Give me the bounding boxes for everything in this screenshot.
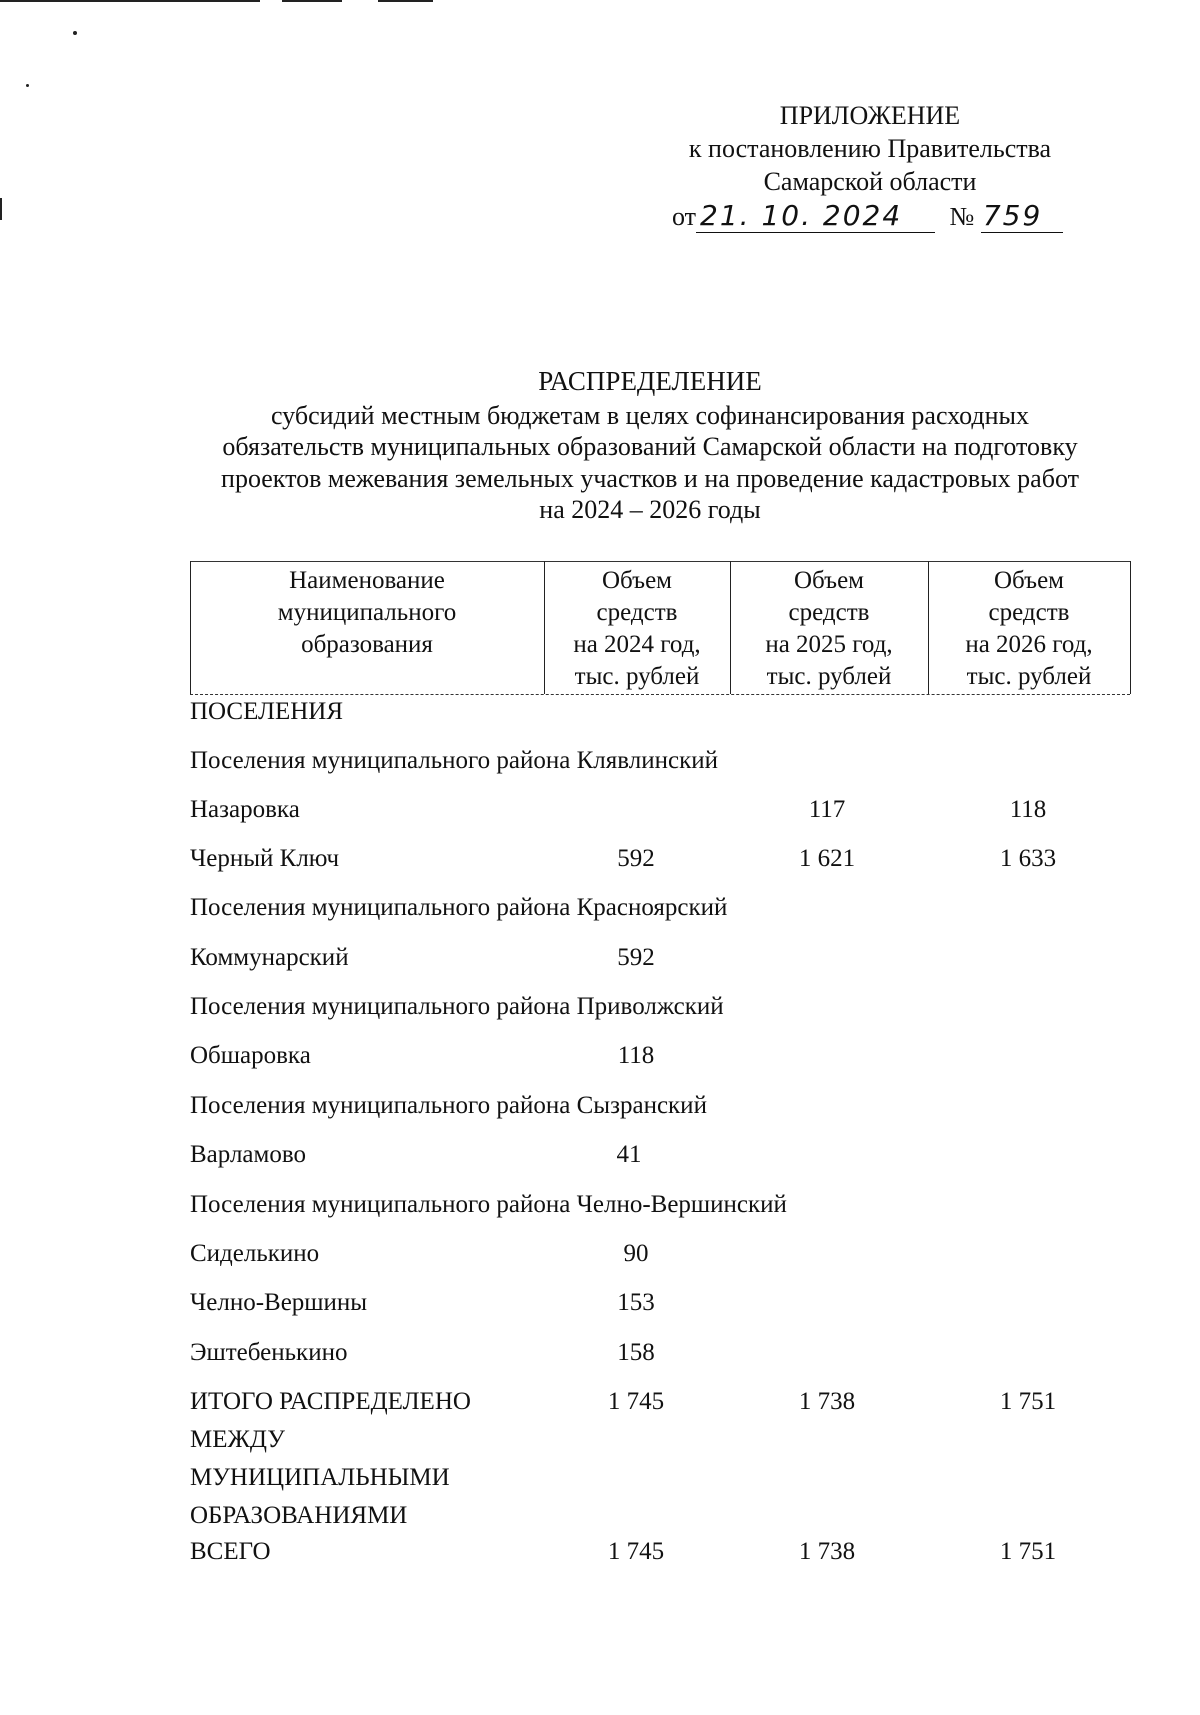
table-row: Обшаровка: [190, 1042, 311, 1069]
header-text: Объем: [794, 567, 864, 594]
title-line-4: на 2024 – 2026 годы: [539, 495, 761, 524]
grand-total-label: ВСЕГО: [190, 1538, 271, 1565]
handwritten-date: 21. 10. 2024: [696, 199, 935, 233]
table-row: Эштебенькино: [190, 1339, 348, 1366]
table-row: Поселения муниципального района Приволжский: [190, 993, 724, 1020]
header-text: Наименование: [289, 567, 445, 594]
header-text: Объем: [994, 567, 1064, 594]
header-2025: [730, 561, 928, 694]
header-text: средств: [596, 599, 678, 626]
header-text: на 2026 год,: [965, 631, 1093, 658]
value-2026: 118: [1009, 796, 1047, 823]
appendix-resolution: к постановлению Правительства: [688, 134, 1052, 163]
date-prefix: от: [672, 202, 697, 231]
title-line-3: проектов межевания земельных участков и на проведение кадастровых работ: [221, 463, 1079, 493]
table-border: [1130, 561, 1131, 694]
header-text: средств: [788, 599, 870, 626]
appendix-date-row: [672, 199, 1063, 233]
header-text: Объем: [602, 567, 672, 594]
total-distributed-2024: 1 745: [607, 1388, 665, 1415]
table-row: Поселения муниципального района Клявлинский: [190, 747, 718, 774]
total-label-line: МУНИЦИПАЛЬНЫМИ: [190, 1464, 450, 1491]
scan-dot: [73, 31, 77, 35]
value-2024: 41: [616, 1141, 642, 1168]
header-text: муниципального: [277, 599, 457, 626]
scan-dot: [26, 84, 29, 87]
total-label-line: ОБРАЗОВАНИЯМИ: [190, 1502, 408, 1529]
header-2026: [928, 561, 1130, 694]
value-2024: 592: [617, 944, 655, 971]
value-2025: 1 621: [798, 845, 856, 872]
scan-edge-mark: [0, 198, 2, 220]
table-row: Варламово: [190, 1141, 306, 1168]
title-heading: РАСПРЕДЕЛЕНИЕ: [538, 366, 762, 396]
total-distributed-label: [190, 1383, 550, 1535]
header-text: тыс. рублей: [574, 663, 700, 690]
appendix-region: Самарской области: [763, 167, 977, 196]
table-row: Поселения муниципального района Челно-Вершинский: [190, 1191, 787, 1218]
value-2024: 90: [623, 1240, 649, 1267]
value-2024: 118: [617, 1042, 655, 1069]
title-line-2: обязательств муниципальных образований Самарской области на подготовку: [222, 432, 1078, 461]
title-line-1: субсидий местным бюджетам в целях софинансирования расходных: [270, 400, 1030, 430]
grand-total-2026: 1 751: [999, 1538, 1057, 1565]
scan-edge-mark: [282, 0, 342, 2]
table-row: Сиделькино: [190, 1240, 320, 1267]
header-2024: [544, 561, 730, 694]
table-row: Черный Ключ: [190, 845, 340, 872]
value-2024: 592: [617, 845, 655, 872]
header-text: образования: [301, 631, 433, 658]
total-label-line: МЕЖДУ: [190, 1426, 285, 1453]
value-2024: 158: [617, 1339, 655, 1366]
table-row: Назаровка: [190, 796, 300, 823]
table-row: Коммунарский: [190, 944, 349, 971]
handwritten-number: 759: [981, 199, 1063, 233]
number-prefix: №: [949, 202, 975, 231]
grand-total-2025: 1 738: [798, 1538, 856, 1565]
appendix-title: ПРИЛОЖЕНИЕ: [779, 101, 961, 130]
header-text: тыс. рублей: [966, 663, 1092, 690]
scan-edge-mark: [378, 0, 433, 2]
table-row: ПОСЕЛЕНИЯ: [190, 698, 344, 725]
total-distributed-2025: 1 738: [798, 1388, 856, 1415]
total-label-line: ИТОГО РАСПРЕДЕЛЕНО: [190, 1388, 471, 1415]
header-text: тыс. рублей: [766, 663, 892, 690]
grand-total-2024: 1 745: [607, 1538, 665, 1565]
table-row: Поселения муниципального района Сызранский: [190, 1092, 707, 1119]
header-name: [190, 561, 544, 694]
appendix-block: [600, 99, 1140, 198]
value-2025: 117: [808, 796, 846, 823]
value-2026: 1 633: [999, 845, 1057, 872]
document-title: [160, 366, 1140, 526]
scan-edge-mark: [0, 0, 260, 2]
total-distributed-2026: 1 751: [999, 1388, 1057, 1415]
value-2024: 153: [617, 1289, 655, 1316]
table-row: Челно-Вершины: [190, 1289, 368, 1316]
header-text: на 2024 год,: [573, 631, 701, 658]
table-row: Поселения муниципального района Красноярский: [190, 894, 728, 921]
header-text: средств: [988, 599, 1070, 626]
header-text: на 2025 год,: [765, 631, 893, 658]
